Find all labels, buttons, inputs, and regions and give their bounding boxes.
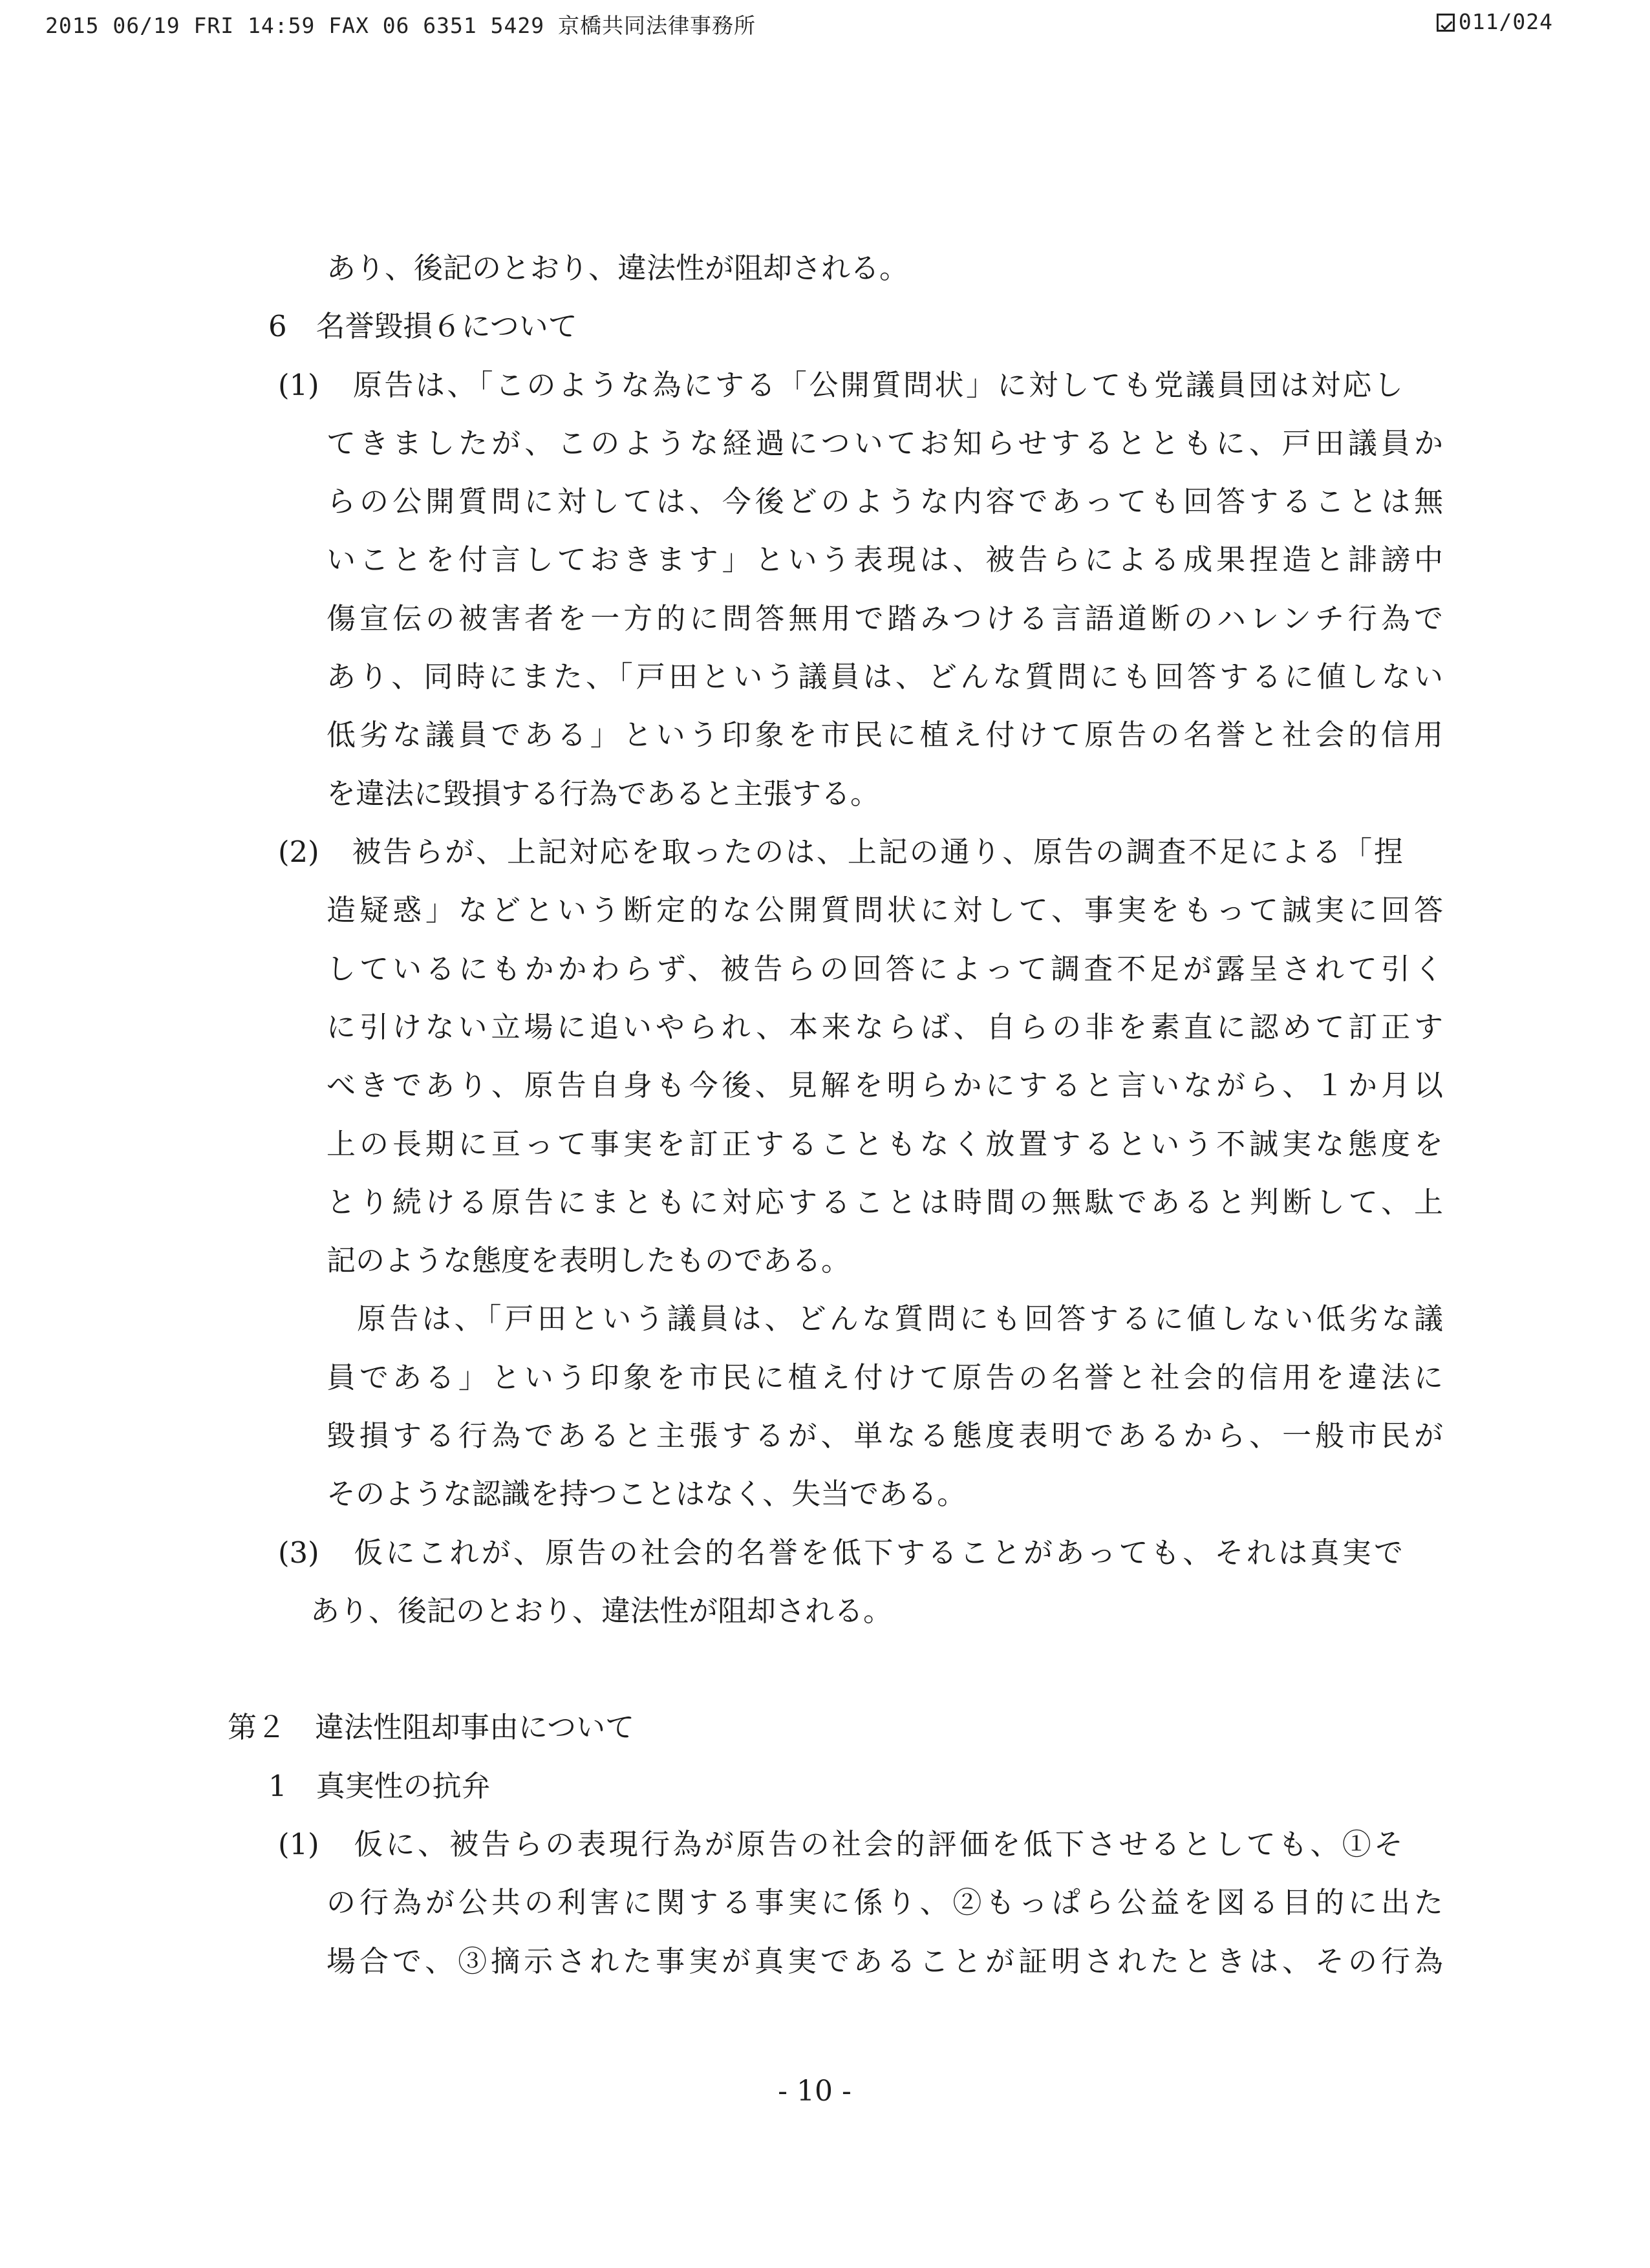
paragraph-line: 上の長期に亘って事実を訂正することもなく放置するという不誠実な態度を	[327, 1127, 1443, 1161]
fax-page-counter	[1437, 9, 1553, 34]
checkbox-icon	[1437, 14, 1455, 32]
fax-transmission-info: 2015 06/19 FRI 14:59 FAX 06 6351 5429 京橋共同法律事務所	[45, 13, 756, 38]
page-number: - 10 -	[778, 2075, 852, 2108]
paragraph-line: の行為が公共の利害に関する事実に係り、②もっぱら公益を図る目的に出た	[327, 1885, 1443, 1920]
section-heading: 1 真実性の抗弁	[268, 1769, 491, 1803]
section-heading: 6 名誉毀損６について	[268, 309, 577, 343]
paragraph-line: らの公開質問に対しては、今後どのような内容であっても回答することは無	[327, 484, 1443, 519]
paragraph-line: とり続ける原告にまともに対応することは時間の無駄であると判断して、上	[327, 1185, 1443, 1219]
paragraph-line: 毀損する行為であると主張するが、単なる態度表明であるから、一般市民が	[327, 1418, 1443, 1453]
paragraph-line: (2) 被告らが、上記対応を取ったのは、上記の通り、原告の調査不足による「捏	[278, 835, 1403, 869]
paragraph-line: 原告は、「戸田という議員は、どんな質問にも回答するに値しない低劣な議	[357, 1301, 1443, 1336]
paragraph-line: そのような認識を持つことはなく、失当である。	[327, 1477, 967, 1511]
paragraph-line: あり、同時にまた、「戸田という議員は、どんな質問にも回答するに値しない	[327, 659, 1443, 694]
paragraph-line: に引けない立場に追いやられ、本来ならば、自らの非を素直に認めて訂正す	[327, 1010, 1443, 1044]
body-line: あり、後記のとおり、違法性が阻却される。	[327, 251, 909, 285]
paragraph-line: いことを付言しておきます」という表現は、被告らによる成果捏造と誹謗中	[327, 542, 1443, 577]
paragraph-line: べきであり、原告自身も今後、見解を明らかにすると言いながら、１か月以	[327, 1068, 1443, 1102]
paragraph-line: 低劣な議員である」という印象を市民に植え付けて原告の名誉と社会的信用	[327, 718, 1443, 752]
paragraph-line: 員である」という印象を市民に植え付けて原告の名誉と社会的信用を違法に	[327, 1360, 1443, 1395]
paragraph-line: あり、後記のとおり、違法性が阻却される。	[310, 1594, 893, 1628]
paragraph-line: てきましたが、このような経過についてお知らせするとともに、戸田議員か	[327, 426, 1443, 460]
paragraph-line: しているにもかかわらず、被告らの回答によって調査不足が露呈されて引く	[327, 952, 1443, 986]
paragraph-line: (1) 原告は、「このような為にする「公開質問状」に対しても党議員団は対応し	[278, 368, 1403, 402]
chapter-heading: 第２ 違法性阻却事由について	[228, 1710, 635, 1744]
paragraph-line: (1) 仮に、被告らの表現行為が原告の社会的評価を低下させるとしても、①そ	[278, 1827, 1403, 1861]
paragraph-line: 造疑惑」などという断定的な公開質問状に対して、事実をもって誠実に回答	[327, 893, 1443, 927]
paragraph-line: (3) 仮にこれが、原告の社会的名誉を低下することがあっても、それは真実で	[278, 1535, 1403, 1570]
fax-page-number: 011/024	[1458, 9, 1553, 34]
paragraph-line: 傷宣伝の被害者を一方的に問答無用で踏みつける言語道断のハレンチ行為で	[327, 601, 1443, 636]
paragraph-line: 場合で、③摘示された事実が真実であることが証明されたときは、その行為	[327, 1944, 1443, 1978]
fax-header	[45, 9, 1553, 40]
paragraph-line: を違法に毀損する行為であると主張する。	[327, 776, 880, 811]
paragraph-line: 記のような態度を表明したものである。	[327, 1243, 851, 1278]
